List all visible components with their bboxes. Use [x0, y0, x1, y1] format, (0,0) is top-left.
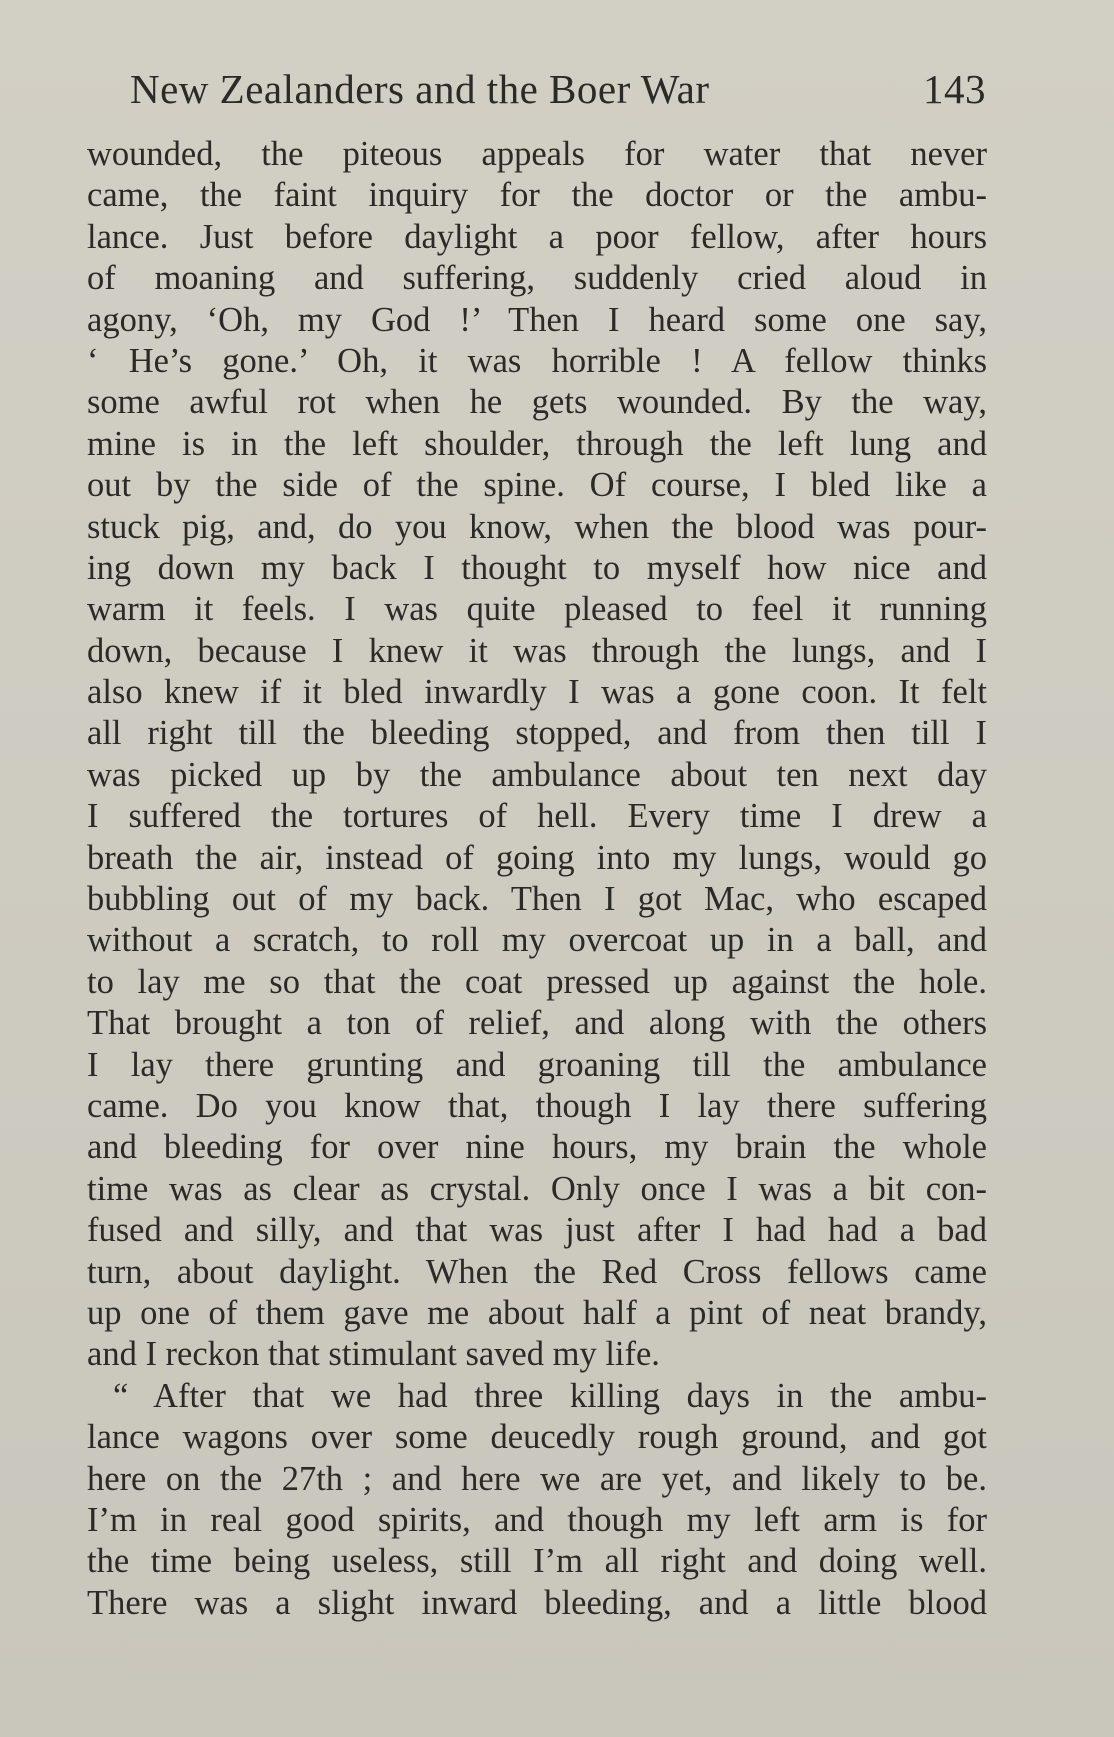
- text-line: There was a slight inward bleeding, and a little blood: [87, 1583, 987, 1622]
- text-line: I suffered the tortures of hell. Every time I drew a: [87, 797, 987, 836]
- text-line: lance wagons over some deucedly rough ground, and got: [87, 1418, 987, 1457]
- body-text: [87, 134, 987, 1624]
- text-line: lance. Just before daylight a poor fellow, after hours: [87, 217, 987, 256]
- text-line: time was as clear as crystal. Only once I was a bit con-: [87, 1169, 987, 1208]
- text-line: also knew if it bled inwardly I was a gone coon. It felt: [87, 673, 987, 712]
- text-line: of moaning and suffering, suddenly cried aloud in: [87, 259, 987, 298]
- text-line: to lay me so that the coat pressed up against the hole.: [87, 962, 987, 1001]
- text-line: wounded, the piteous appeals for water that never: [87, 135, 987, 173]
- text-line: down, because I knew it was through the lungs, and I: [87, 631, 987, 670]
- text-line: without a scratch, to roll my overcoat up in a ball, and: [87, 921, 987, 960]
- text-line: I’m in real good spirits, and though my left arm is for: [87, 1500, 987, 1539]
- text-line: stuck pig, and, do you know, when the blood was pour-: [87, 507, 987, 546]
- text-line: out by the side of the spine. Of course, I bled like a: [87, 466, 987, 505]
- text-line: fused and silly, and that was just after I had had a bad: [87, 1211, 987, 1250]
- text-line: I lay there grunting and groaning till the ambulance: [87, 1045, 987, 1084]
- text-line: bubbling out of my back. Then I got Mac, who escaped: [87, 880, 987, 919]
- text-line: ‘ He’s gone.’ Oh, it was horrible ! A fellow thinks: [87, 341, 987, 380]
- text-line: came, the faint inquiry for the doctor or the ambu-: [87, 176, 987, 215]
- text-line: breath the air, instead of going into my lungs, would go: [87, 838, 987, 877]
- text-line: some awful rot when he gets wounded. By the way,: [87, 383, 987, 422]
- running-head-title: New Zealanders and the Boer War: [130, 66, 710, 112]
- text-line: mine is in the left shoulder, through the left lung and: [87, 424, 987, 463]
- text-line: warm it feels. I was quite pleased to feel it running: [87, 590, 987, 629]
- text-line: all right till the bleeding stopped, and from then till I: [87, 714, 987, 753]
- page-number: 143: [923, 66, 986, 112]
- paragraph-end-line: and I reckon that stimulant saved my life.: [87, 1335, 660, 1374]
- text-line: came. Do you know that, though I lay there suffering: [87, 1086, 987, 1125]
- text-line: agony, ‘Oh, my God !’ Then I heard some one say,: [87, 300, 987, 339]
- text-line: ing down my back I thought to myself how nice and: [87, 548, 987, 587]
- text-line: was picked up by the ambulance about ten next day: [87, 755, 987, 794]
- text-line: turn, about daylight. When the Red Cross fellows came: [87, 1252, 987, 1291]
- text-line: and bleeding for over nine hours, my brain the whole: [87, 1128, 987, 1167]
- running-head: [130, 62, 986, 116]
- text-line: here on the 27th ; and here we are yet, and likely to be.: [87, 1459, 987, 1498]
- text-line: up one of them gave me about half a pint of neat brandy,: [87, 1293, 987, 1332]
- paragraph-start-line: “ After that we had three killing days in the ambu-: [113, 1376, 987, 1415]
- text-line: the time being useless, still I’m all right and doing well.: [87, 1542, 987, 1581]
- text-line: That brought a ton of relief, and along with the others: [87, 1004, 987, 1043]
